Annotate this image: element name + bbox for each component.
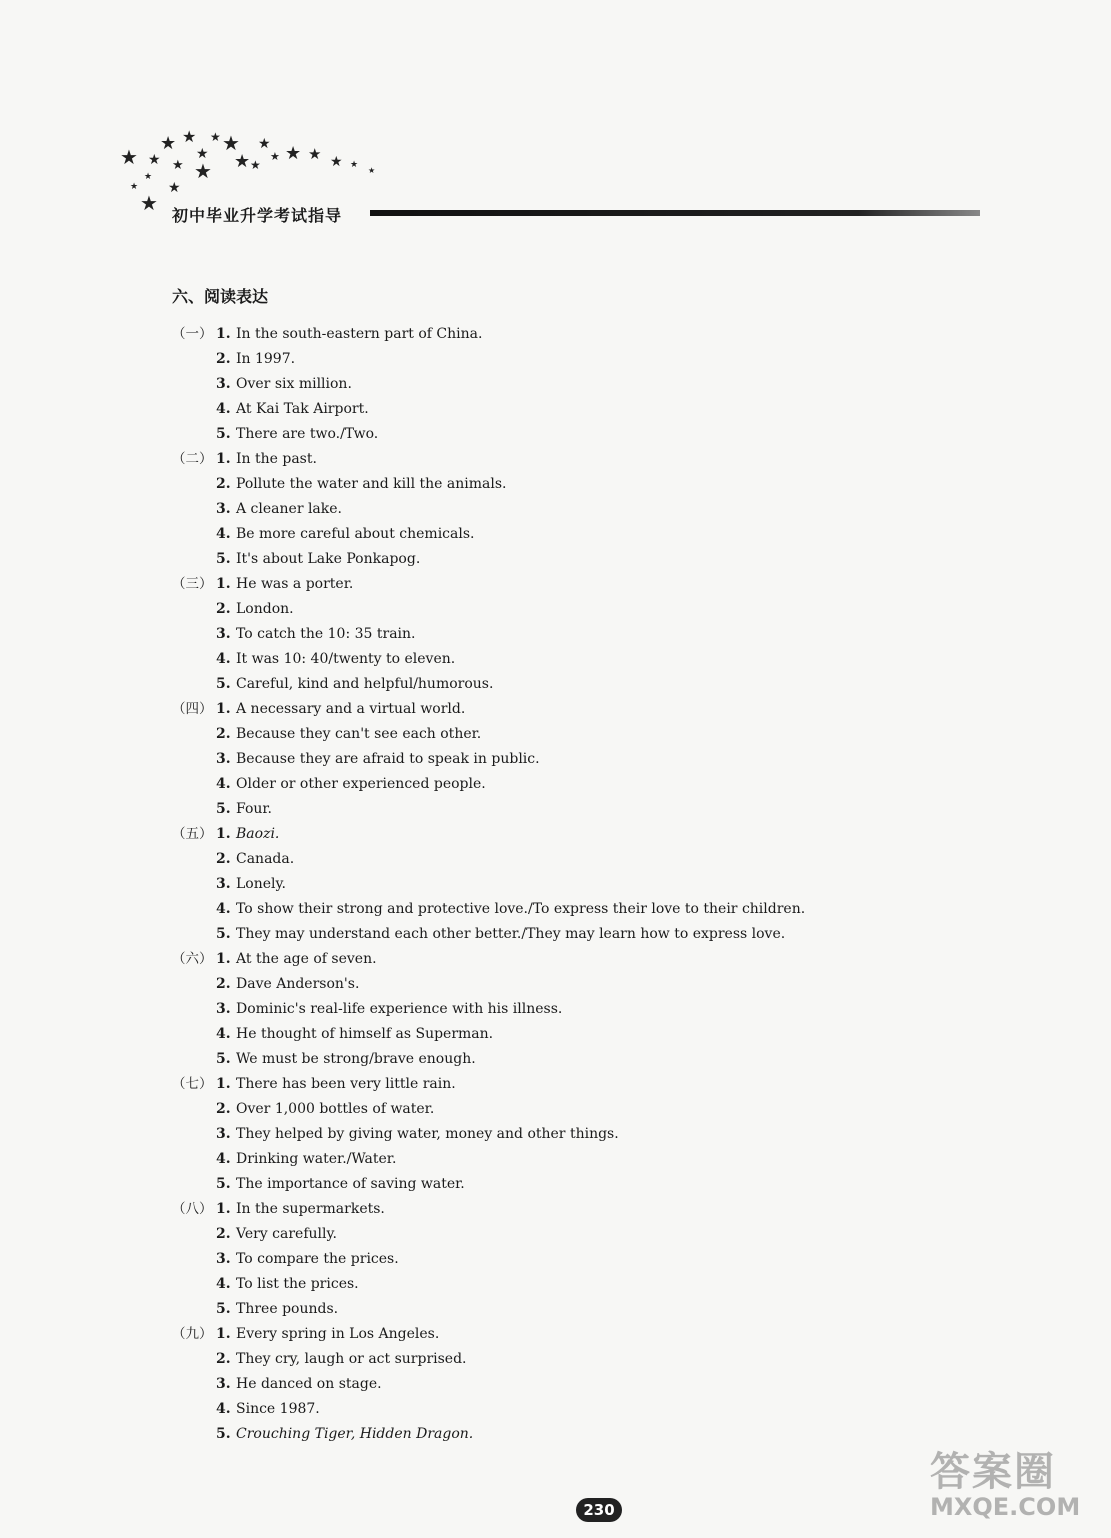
answer-item bbox=[172, 1297, 872, 1322]
answer-item bbox=[172, 397, 872, 422]
answer-text: Dominic's real-life experience with his illness. bbox=[236, 1001, 563, 1017]
group-label: （一） bbox=[172, 326, 213, 342]
answer-item bbox=[172, 1347, 872, 1372]
item-number: 5. bbox=[216, 1426, 231, 1442]
answer-text: A necessary and a virtual world. bbox=[236, 701, 466, 717]
answer-item bbox=[172, 347, 872, 372]
answer-item bbox=[172, 647, 872, 672]
answer-group bbox=[172, 1197, 872, 1322]
star-icon: ★ bbox=[160, 133, 177, 154]
answer-text: At the age of seven. bbox=[236, 951, 377, 967]
watermark-url: MXQE.COM bbox=[930, 1493, 1081, 1521]
answer-text: They may understand each other better./They may learn how to express love. bbox=[236, 926, 786, 942]
answer-text: In the past. bbox=[236, 451, 317, 467]
answer-item bbox=[172, 372, 872, 397]
item-number: 5. bbox=[216, 1176, 231, 1192]
answer-item bbox=[172, 847, 872, 872]
answer-text: It's about Lake Ponkapog. bbox=[236, 551, 421, 567]
item-number: 1. bbox=[216, 451, 231, 467]
answer-item bbox=[172, 1122, 872, 1147]
star-icon: ★ bbox=[330, 154, 343, 170]
item-number: 4. bbox=[216, 526, 231, 542]
item-number: 1. bbox=[216, 951, 231, 967]
group-label: （三） bbox=[172, 576, 213, 592]
answer-item bbox=[172, 747, 872, 772]
answer-item bbox=[172, 1072, 872, 1097]
item-number: 4. bbox=[216, 1276, 231, 1292]
answer-text: Over six million. bbox=[236, 376, 352, 392]
answer-item bbox=[172, 897, 872, 922]
item-number: 2. bbox=[216, 1226, 231, 1242]
item-number: 1. bbox=[216, 701, 231, 717]
star-icon: ★ bbox=[144, 172, 153, 182]
answer-text: Over 1,000 bottles of water. bbox=[236, 1101, 435, 1117]
answer-text: Lonely. bbox=[236, 876, 287, 892]
group-label: （七） bbox=[172, 1076, 213, 1092]
answer-item bbox=[172, 597, 872, 622]
answer-item bbox=[172, 697, 872, 722]
star-icon: ★ bbox=[270, 150, 280, 163]
star-icon: ★ bbox=[148, 152, 161, 168]
answer-text: Canada. bbox=[236, 851, 295, 867]
answer-item bbox=[172, 1247, 872, 1272]
answer-item bbox=[172, 422, 872, 447]
item-number: 3. bbox=[216, 1126, 231, 1142]
answer-item bbox=[172, 497, 872, 522]
star-icon: ★ bbox=[130, 182, 139, 192]
answer-text: There has been very little rain. bbox=[236, 1076, 456, 1092]
star-icon: ★ bbox=[168, 180, 181, 196]
answer-group bbox=[172, 947, 872, 1072]
item-number: 3. bbox=[216, 501, 231, 517]
star-icon: ★ bbox=[368, 166, 376, 175]
answer-item bbox=[172, 1022, 872, 1047]
answer-text: Because they can't see each other. bbox=[236, 726, 482, 742]
answer-item bbox=[172, 797, 872, 822]
answer-item bbox=[172, 572, 872, 597]
answer-text: Older or other experienced people. bbox=[236, 776, 486, 792]
answer-group bbox=[172, 822, 872, 947]
item-number: 5. bbox=[216, 801, 231, 817]
answer-item bbox=[172, 997, 872, 1022]
item-number: 4. bbox=[216, 1401, 231, 1417]
answer-item bbox=[172, 772, 872, 797]
item-number: 4. bbox=[216, 1151, 231, 1167]
item-number: 5. bbox=[216, 676, 231, 692]
item-number: 2. bbox=[216, 1101, 231, 1117]
answer-group bbox=[172, 1072, 872, 1197]
answer-text: He danced on stage. bbox=[236, 1376, 382, 1392]
answer-text: To list the prices. bbox=[236, 1276, 359, 1292]
watermark-logo bbox=[930, 1440, 1100, 1530]
answer-group bbox=[172, 322, 872, 447]
answer-item bbox=[172, 622, 872, 647]
answer-text: A cleaner lake. bbox=[236, 501, 342, 517]
answer-text: To compare the prices. bbox=[236, 1251, 399, 1267]
star-icon: ★ bbox=[234, 151, 251, 172]
answer-group bbox=[172, 572, 872, 697]
item-number: 1. bbox=[216, 326, 231, 342]
item-number: 3. bbox=[216, 1001, 231, 1017]
item-number: 2. bbox=[216, 726, 231, 742]
star-icon: ★ bbox=[120, 145, 138, 169]
answer-text: Pollute the water and kill the animals. bbox=[236, 476, 507, 492]
star-icon: ★ bbox=[196, 146, 209, 162]
item-number: 5. bbox=[216, 926, 231, 942]
item-number: 1. bbox=[216, 1201, 231, 1217]
star-icon: ★ bbox=[258, 136, 271, 152]
item-number: 4. bbox=[216, 401, 231, 417]
item-number: 3. bbox=[216, 876, 231, 892]
item-number: 3. bbox=[216, 1376, 231, 1392]
star-icon: ★ bbox=[350, 160, 359, 170]
section-title: 六、阅读表达 bbox=[172, 287, 269, 306]
star-icon: ★ bbox=[222, 131, 240, 155]
group-label: （九） bbox=[172, 1326, 213, 1342]
star-icon: ★ bbox=[140, 191, 158, 215]
answer-text: The importance of saving water. bbox=[236, 1176, 465, 1192]
answer-text: In the south-eastern part of China. bbox=[236, 326, 483, 342]
group-label: （六） bbox=[172, 951, 213, 967]
answer-item bbox=[172, 1272, 872, 1297]
answer-item bbox=[172, 1397, 872, 1422]
answer-item bbox=[172, 1222, 872, 1247]
item-number: 2. bbox=[216, 1351, 231, 1367]
item-number: 3. bbox=[216, 376, 231, 392]
star-icon: ★ bbox=[285, 143, 302, 164]
answer-text: Baozi. bbox=[236, 826, 280, 842]
group-label: （四） bbox=[172, 701, 213, 717]
item-number: 3. bbox=[216, 626, 231, 642]
answer-item bbox=[172, 972, 872, 997]
answer-item bbox=[172, 722, 872, 747]
page-number: 230 bbox=[576, 1498, 622, 1522]
item-number: 1. bbox=[216, 1076, 231, 1092]
item-number: 2. bbox=[216, 851, 231, 867]
answer-text: Dave Anderson's. bbox=[236, 976, 360, 992]
answer-text: They helped by giving water, money and other things. bbox=[236, 1126, 619, 1142]
answer-group bbox=[172, 697, 872, 822]
answer-item bbox=[172, 447, 872, 472]
answer-text: Three pounds. bbox=[236, 1301, 339, 1317]
item-number: 3. bbox=[216, 1251, 231, 1267]
answer-item bbox=[172, 522, 872, 547]
answer-item bbox=[172, 1147, 872, 1172]
item-number: 1. bbox=[216, 576, 231, 592]
answer-item bbox=[172, 1172, 872, 1197]
answer-text: Careful, kind and helpful/humorous. bbox=[236, 676, 494, 692]
answer-text: Drinking water./Water. bbox=[236, 1151, 397, 1167]
answer-item bbox=[172, 547, 872, 572]
group-label: （八） bbox=[172, 1201, 213, 1217]
answer-item bbox=[172, 822, 872, 847]
answer-text: To catch the 10: 35 train. bbox=[236, 626, 416, 642]
answer-item bbox=[172, 922, 872, 947]
item-number: 3. bbox=[216, 751, 231, 767]
answer-text: Since 1987. bbox=[236, 1401, 320, 1417]
answer-text: It was 10: 40/twenty to eleven. bbox=[236, 651, 456, 667]
item-number: 5. bbox=[216, 551, 231, 567]
answer-groups bbox=[172, 322, 872, 1447]
answer-text: In 1997. bbox=[236, 351, 296, 367]
answer-text: There are two./Two. bbox=[236, 426, 379, 442]
item-number: 1. bbox=[216, 826, 231, 842]
item-number: 4. bbox=[216, 901, 231, 917]
answer-item bbox=[172, 1322, 872, 1347]
answer-item bbox=[172, 947, 872, 972]
answer-text: Be more careful about chemicals. bbox=[236, 526, 475, 542]
answer-text: They cry, laugh or act surprised. bbox=[236, 1351, 467, 1367]
item-number: 5. bbox=[216, 1301, 231, 1317]
item-number: 4. bbox=[216, 1026, 231, 1042]
star-icon: ★ bbox=[182, 127, 197, 146]
answer-text: Very carefully. bbox=[236, 1226, 337, 1242]
item-number: 5. bbox=[216, 1051, 231, 1067]
answer-group bbox=[172, 447, 872, 572]
group-label: （五） bbox=[172, 826, 213, 842]
answer-text: London. bbox=[236, 601, 294, 617]
answer-item bbox=[172, 322, 872, 347]
star-icon: ★ bbox=[194, 159, 212, 183]
item-number: 1. bbox=[216, 1326, 231, 1342]
answer-item bbox=[172, 1372, 872, 1397]
answer-item bbox=[172, 1097, 872, 1122]
answer-item bbox=[172, 1422, 872, 1447]
star-icon: ★ bbox=[250, 158, 261, 172]
star-icon: ★ bbox=[172, 158, 184, 173]
answer-group bbox=[172, 1322, 872, 1447]
answer-text: We must be strong/brave enough. bbox=[236, 1051, 476, 1067]
group-label: （二） bbox=[172, 451, 213, 467]
answer-text: In the supermarkets. bbox=[236, 1201, 385, 1217]
star-icon: ★ bbox=[308, 145, 322, 163]
book-title: 初中毕业升学考试指导 bbox=[172, 206, 343, 225]
answer-item bbox=[172, 1197, 872, 1222]
answer-item bbox=[172, 472, 872, 497]
answer-text: At Kai Tak Airport. bbox=[236, 401, 369, 417]
watermark-text: 答案圈 bbox=[930, 1449, 1056, 1495]
item-number: 2. bbox=[216, 601, 231, 617]
item-number: 2. bbox=[216, 976, 231, 992]
item-number: 2. bbox=[216, 476, 231, 492]
answer-text: Every spring in Los Angeles. bbox=[236, 1326, 440, 1342]
item-number: 2. bbox=[216, 351, 231, 367]
answer-text: Because they are afraid to speak in public. bbox=[236, 751, 540, 767]
answer-text: Crouching Tiger, Hidden Dragon. bbox=[236, 1426, 474, 1442]
answer-item bbox=[172, 872, 872, 897]
item-number: 4. bbox=[216, 776, 231, 792]
answer-text: Four. bbox=[236, 801, 272, 817]
answer-text: To show their strong and protective love./To express their love to their children. bbox=[236, 901, 806, 917]
answer-item bbox=[172, 1047, 872, 1072]
star-icon: ★ bbox=[210, 130, 221, 144]
item-number: 4. bbox=[216, 651, 231, 667]
answer-text: He thought of himself as Superman. bbox=[236, 1026, 494, 1042]
header-rule bbox=[370, 210, 980, 216]
answer-text: He was a porter. bbox=[236, 576, 354, 592]
item-number: 5. bbox=[216, 426, 231, 442]
answer-item bbox=[172, 672, 872, 697]
